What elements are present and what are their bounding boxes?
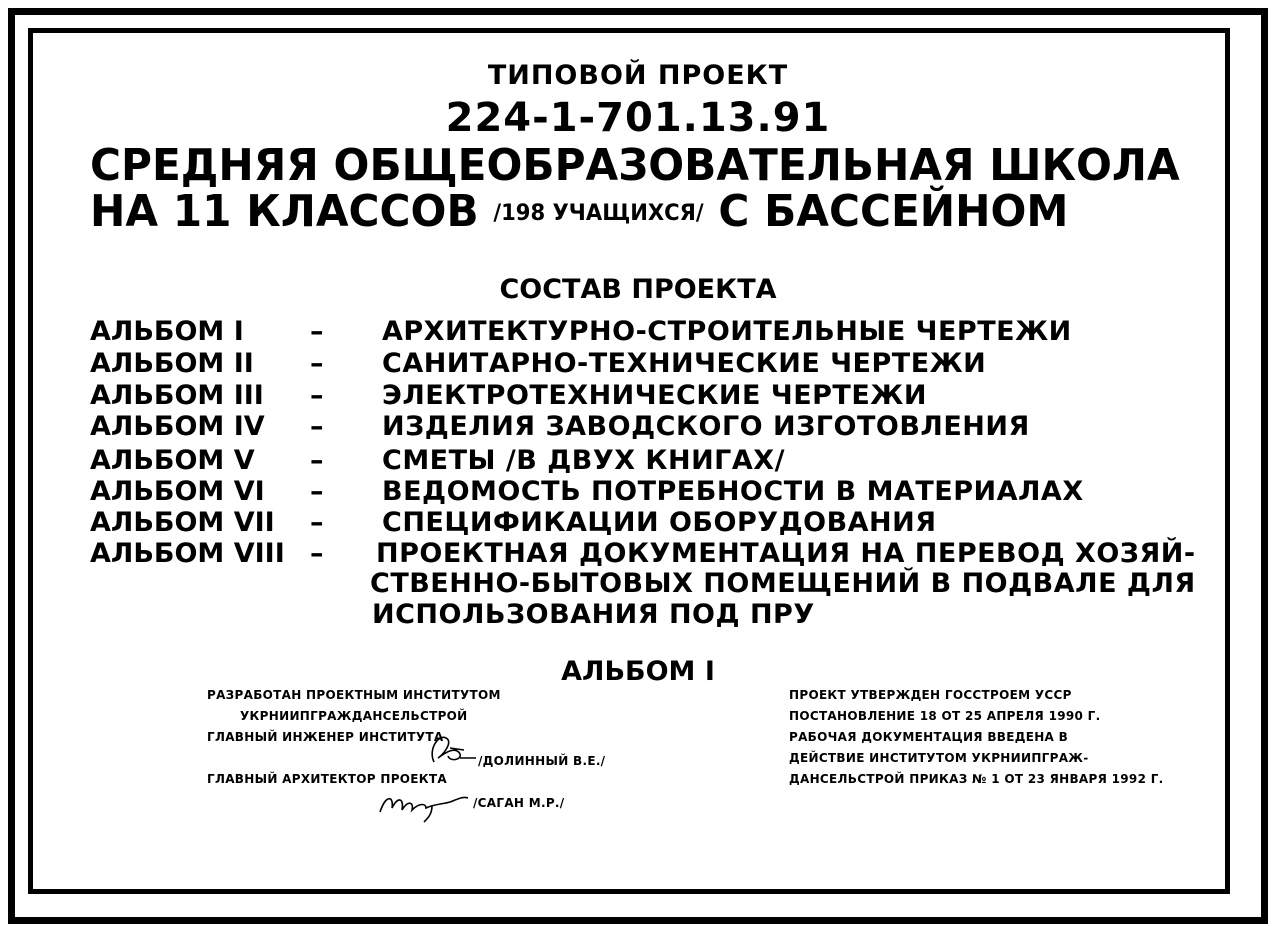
album-dash: – [310, 316, 324, 347]
album-name: АЛЬБОМ VII [90, 507, 275, 538]
album-desc: ИЗДЕЛИЯ ЗАВОДСКОГО ИЗГОТОВЛЕНИЯ [382, 411, 1030, 442]
chief-architect-name: /САГАН М.Р./ [473, 796, 565, 810]
album-name: АЛЬБОМ IV [90, 411, 265, 442]
album-dash: – [310, 445, 324, 476]
album-name: АЛЬБОМ VI [90, 476, 265, 507]
current-album: АЛЬБОМ I [561, 656, 715, 687]
project-type: ТИПОВОЙ ПРОЕКТ [487, 60, 789, 91]
approval-line: ДЕЙСТВИЕ ИНСТИТУТОМ УКРНИИПГРАЖ- [789, 751, 1089, 765]
approval-line: РАБОЧАЯ ДОКУМЕНТАЦИЯ ВВЕДЕНА В [789, 730, 1069, 744]
album-name: АЛЬБОМ VIII [90, 538, 285, 569]
title-line-1: СРЕДНЯЯ ОБЩЕОБРАЗОВАТЕЛЬНАЯ ШКОЛА [90, 140, 1180, 191]
album-dash: – [310, 476, 324, 507]
album-name: АЛЬБОМ III [90, 380, 264, 411]
album-desc-continued: ИСПОЛЬЗОВАНИЯ ПОД ПРУ [372, 599, 815, 630]
album-name: АЛЬБОМ II [90, 348, 254, 379]
chief-engineer-name: /ДОЛИННЫЙ В.Е./ [478, 754, 606, 768]
album-dash: – [310, 411, 324, 442]
approval-line: ДАНСЕЛЬСТРОЙ ПРИКАЗ № 1 ОТ 23 ЯНВАРЯ 1992 Г. [789, 772, 1164, 786]
album-desc: ПРОЕКТНАЯ ДОКУМЕНТАЦИЯ НА ПЕРЕВОД ХОЗЯЙ- [376, 538, 1196, 569]
approval-line: ПРОЕКТ УТВЕРЖДЕН ГОССТРОЕМ УССР [789, 688, 1072, 702]
title-line-2 [90, 186, 1069, 237]
title-classes: НА 11 КЛАССОВ [90, 186, 479, 237]
album-name: АЛЬБОМ V [90, 445, 255, 476]
developer-institute: УКРНИИПГРАЖДАНСЕЛЬСТРОЙ [240, 709, 468, 723]
project-code: 224-1-701.13.91 [445, 95, 831, 141]
album-desc-continued: СТВЕННО-БЫТОВЫХ ПОМЕЩЕНИЙ В ПОДВАЛЕ ДЛЯ [370, 568, 1196, 599]
chief-engineer-label: ГЛАВНЫЙ ИНЖЕНЕР ИНСТИТУТА [207, 730, 444, 744]
album-desc: ЭЛЕКТРОТЕХНИЧЕСКИЕ ЧЕРТЕЖИ [382, 380, 927, 411]
album-dash: – [310, 348, 324, 379]
title-pool: С БАССЕЙНОМ [718, 186, 1069, 237]
album-desc: АРХИТЕКТУРНО-СТРОИТЕЛЬНЫЕ ЧЕРТЕЖИ [382, 316, 1072, 347]
album-dash: – [310, 380, 324, 411]
album-dash: – [310, 507, 324, 538]
chief-architect-label: ГЛАВНЫЙ АРХИТЕКТОР ПРОЕКТА [207, 772, 447, 786]
approval-line: ПОСТАНОВЛЕНИЕ 18 ОТ 25 АПРЕЛЯ 1990 Г. [789, 709, 1101, 723]
album-desc: ВЕДОМОСТЬ ПОТРЕБНОСТИ В МАТЕРИАЛАХ [382, 476, 1084, 507]
title-students: /198 УЧАЩИХСЯ/ [493, 201, 704, 226]
composition-heading: СОСТАВ ПРОЕКТА [499, 274, 777, 305]
album-dash: – [310, 538, 324, 569]
architect-signature [374, 784, 474, 824]
album-desc: САНИТАРНО-ТЕХНИЧЕСКИЕ ЧЕРТЕЖИ [382, 348, 987, 379]
album-name: АЛЬБОМ I [90, 316, 244, 347]
album-desc: СМЕТЫ /В ДВУХ КНИГАХ/ [382, 445, 785, 476]
developer-line: РАЗРАБОТАН ПРОЕКТНЫМ ИНСТИТУТОМ [207, 688, 501, 702]
engineer-signature [420, 728, 480, 772]
album-desc: СПЕЦИФИКАЦИИ ОБОРУДОВАНИЯ [382, 507, 937, 538]
